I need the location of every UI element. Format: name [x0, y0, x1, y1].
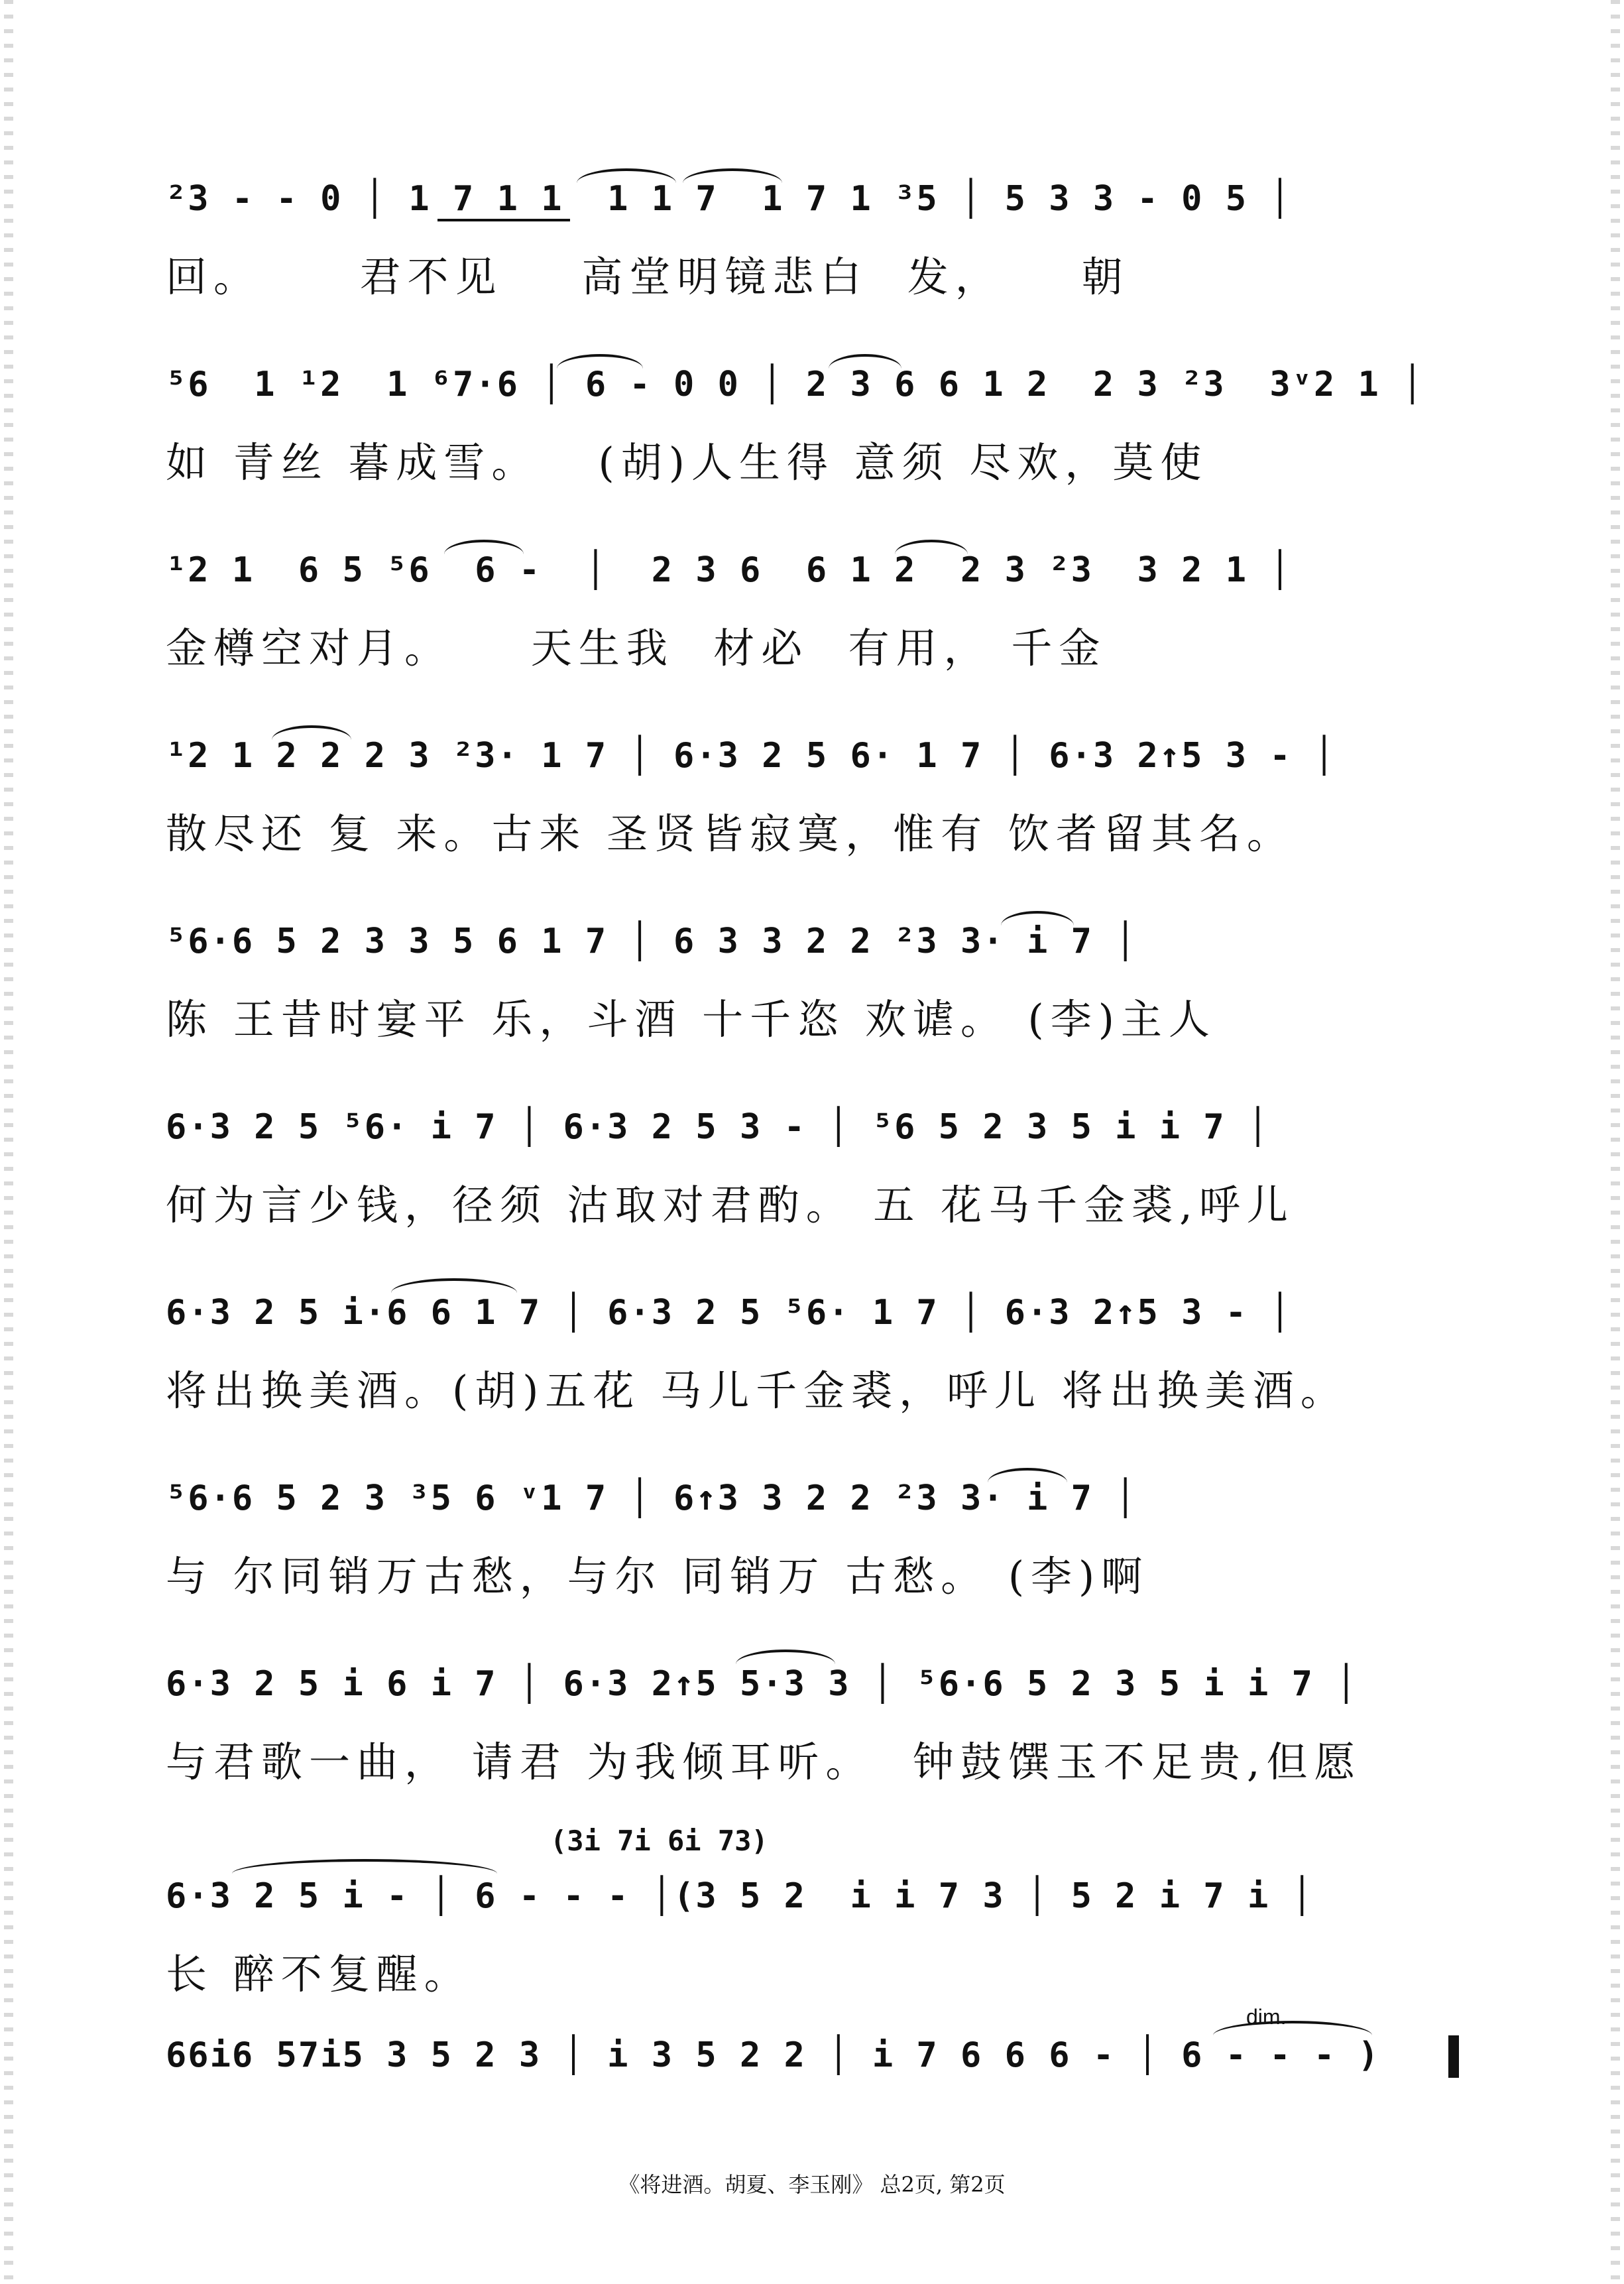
notation: 6·3 2 5 i - │ 6 - - - │(3 5 2 i i 7 3 │ 5 2 i 7 i │ — [166, 1876, 1314, 1916]
score-line-3 — [166, 537, 1465, 709]
notation: ⁵6·6 5 2 3 3 5 6 1 7 │ 6 3 3 2 2 ²3 3· i 7 │ — [166, 922, 1137, 961]
final-barline — [1448, 2035, 1459, 2078]
score-line-1 — [166, 166, 1465, 338]
score-line-4 — [166, 723, 1465, 895]
lyrics: 回。 君不见 高堂明镜悲白 发， 朝 — [166, 253, 1130, 301]
tie — [683, 168, 782, 183]
right-page-border — [1611, 0, 1620, 2284]
lyrics: 何为言少钱，径须 沽取对君酌。 五 花马千金裘,呼儿 — [166, 1181, 1295, 1229]
tie — [391, 1278, 517, 1293]
tie — [1213, 2021, 1372, 2035]
score-line-6 — [166, 1094, 1465, 1266]
lyrics: 陈 王昔时宴平 乐，斗酒 十千恣 欢谑。 (李)主人 — [166, 995, 1216, 1044]
notation: 6·3 2 5 i 6 i 7 │ 6·3 2↑5 5·3 3 │ ⁵6·6 5 2 3 5 i i 7 │ — [166, 1664, 1358, 1704]
notation: 66i6 57i5 3 5 2 3 │ i 3 5 2 2 │ i 7 6 6 6 - │ 6 - - - ) — [166, 2035, 1380, 2075]
left-page-border — [4, 0, 13, 2284]
lyrics: 金樽空对月。 天生我 材必 有用， 千金 — [166, 624, 1107, 672]
lyrics: 与君歌一曲， 请君 为我倾耳听。 钟鼓馔玉不足贵,但愿 — [166, 1738, 1362, 1786]
lyrics: 将出换美酒。(胡)五花 马儿千金裘，呼儿 将出换美酒。 — [166, 1366, 1348, 1415]
lyrics: 如 青丝 暮成雪。 (胡)人生得 意须 尽欢，莫使 — [166, 438, 1208, 487]
lyrics: 长 醉不复醒。 — [166, 1950, 472, 1998]
notation: 6·3 2 5 i·6 6 1 7 │ 6·3 2 5 ⁵6· 1 7 │ 6·3 2↑5 3 - │ — [166, 1293, 1292, 1333]
tie — [557, 354, 643, 369]
notation: 6·3 2 5 ⁵6· i 7 │ 6·3 2 5 3 - │ ⁵6 5 2 3 5 i i 7 │ — [166, 1107, 1270, 1147]
notation: ²3 - - 0 │ 1 7 1 1 1 1 7 1 7 1 ³5 │ 5 3 3 - 0 5 │ — [166, 179, 1292, 219]
tie — [829, 354, 901, 369]
tie — [736, 1650, 835, 1664]
score-line-7 — [166, 1280, 1465, 1452]
tie — [272, 725, 351, 740]
lyrics: 散尽还 复 来。古来 圣贤皆寂寞，惟有 饮者留其名。 — [166, 810, 1295, 858]
lyrics: 与 尔同销万古愁，与尔 同销万 古愁。 (李)啊 — [166, 1552, 1149, 1600]
tie — [232, 1859, 497, 1874]
notation: ¹2 1 6 5 ⁵6 6 - │ 2 3 6 6 1 2 2 3 ²3 3 2 1 │ — [166, 550, 1292, 590]
notation: ⁵6·6 5 2 3 ³5 6 ᵛ1 7 │ 6↑3 3 2 2 ²3 3· i 7 │ — [166, 1478, 1137, 1518]
tie — [577, 168, 676, 183]
tie — [895, 540, 968, 554]
tie — [988, 1468, 1067, 1482]
notation: ¹2 1 2 2 2 3 ²3· 1 7 │ 6·3 2 5 6· 1 7 │ 6·3 2↑5 3 - │ — [166, 736, 1336, 776]
notation: ⁵6 1 ¹2 1 ⁶7·6 │ 6 - 0 0 │ 2 3 6 6 1 2 2 3 ²3 3ᵛ2 1 │ — [166, 365, 1424, 404]
dynamic-marking: dim. — [1246, 2005, 1287, 2029]
score-line-5 — [166, 908, 1465, 1081]
page-footer: 《将进酒。胡夏、李玉刚》 总2页, 第2页 — [618, 2172, 1006, 2197]
score-line-8 — [166, 1465, 1465, 1638]
bracketed-variant: (3i 7i 6i 73) — [550, 1825, 768, 1857]
score-line-2 — [166, 351, 1465, 524]
tie — [444, 540, 524, 554]
tie — [1001, 911, 1074, 926]
beam — [437, 219, 570, 221]
score-line-9 — [166, 1651, 1465, 1823]
